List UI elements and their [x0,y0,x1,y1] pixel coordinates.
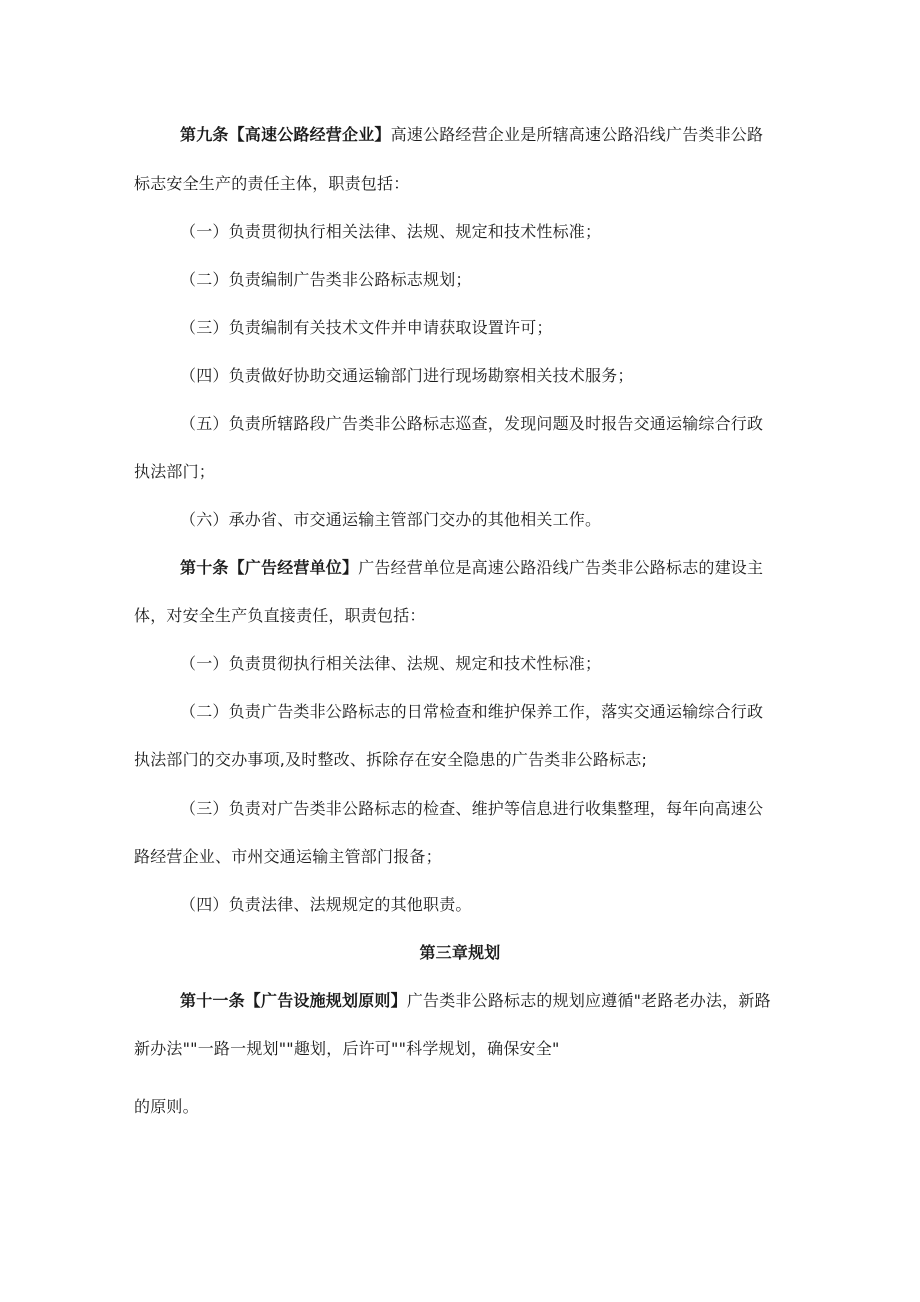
article11-line2: 新办法""一路一规划""趣划，后许可""科学规划，确保安全" [134,1039,560,1058]
article10-item2-line2: 执法部门的交办事项,及时整改、拆除存在安全隐患的广告类非公路标志; [134,750,648,769]
article10-item2-line1: （二）负责广告类非公路标志的日常检查和维护保养工作，落实交通运输综合行政 [180,702,764,721]
article11-text: 广告类非公路标志的规划应遵循"老路老办法，新路 [406,991,771,1010]
article10-item4: （四）负责法律、法规规定的其他职责。 [180,895,472,914]
article11-line1 [180,991,771,1011]
article10-item3-line1: （三）负责对广告类非公路标志的检查、维护等信息进行收集整理，每年向高速公 [180,799,764,818]
article9-line2: 标志安全生产的责任主体，职责包括： [134,174,410,193]
article10-text: 广告经营单位是高速公路沿线广告类非公路标志的建设主 [358,558,764,577]
article9-text: 高速公路经营企业是所辖高速公路沿线广告类非公路 [390,125,764,144]
article9-item6: （六）承办省、市交通运输主管部门交办的其他相关工作。 [180,510,602,529]
article9-item5-line1: （五）负责所辖路段广告类非公路标志巡查，发现问题及时报告交通运输综合行政 [180,414,764,433]
article9-heading: 第九条【高速公路经营企业】 [180,125,391,144]
article11-line3: 的原则。 [134,1097,199,1116]
article10-line2: 体，对安全生产负直接责任，职责包括： [134,606,426,625]
article9-line1 [180,125,763,145]
chapter-title: 第三章规划 [419,943,501,962]
article10-line1 [180,558,763,578]
article9-item4: （四）负责做好协助交通运输部门进行现场勘察相关技术服务； [180,366,634,385]
article11-heading: 第十一条【广告设施规划原则】 [180,991,407,1010]
article9-item3: （三）负责编制有关技术文件并申请获取设置许可； [180,318,553,337]
article10-heading: 第十条【广告经营单位】 [180,558,359,577]
article9-item1: （一）负责贯彻执行相关法律、法规、规定和技术性标准； [180,222,602,241]
article9-item2: （二）负责编制广告类非公路标志规划； [180,270,472,289]
article10-item3-line2: 路经营企业、市州交通运输主管部门报备； [134,847,442,866]
article9-item5-line2: 执法部门； [134,462,216,481]
article10-item1: （一）负责贯彻执行相关法律、法规、规定和技术性标准； [180,654,602,673]
